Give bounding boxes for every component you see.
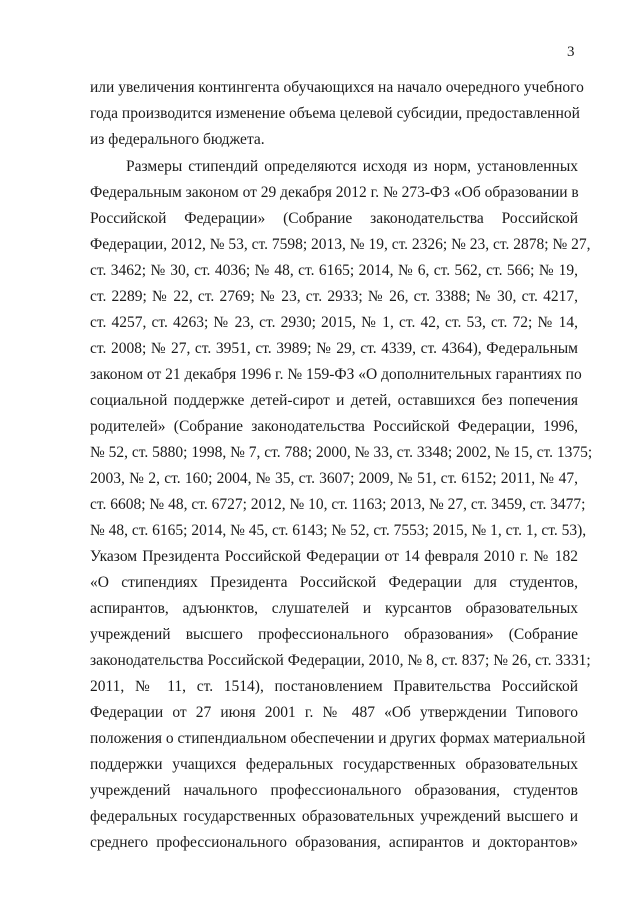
text-line: № 52, ст. 5880; 1998, № 7, ст. 788; 2000, № 33, ст. 3348; 2002, № 15, ст. 1375; bbox=[90, 444, 593, 461]
text-line: учреждений высшего профессионального образования» (Собрание bbox=[90, 626, 578, 643]
text-line: ст. 3462; № 30, ст. 4036; № 48, ст. 6165; 2014, № 6, ст. 562, ст. 566; № 19, bbox=[90, 262, 578, 279]
text-line: или увеличения контингента обучающихся на начало очередного учебного bbox=[90, 79, 584, 96]
text-line: года производится изменение объема целевой субсидии, предоставленной bbox=[90, 105, 580, 122]
text-line: Российской Федерации» (Собрание законодательства Российской bbox=[90, 210, 578, 227]
text-line: социальной поддержке детей-сирот и детей, оставшихся без попечения bbox=[90, 392, 578, 409]
text-line: среднего профессионального образования, аспирантов и докторантов» bbox=[90, 834, 578, 851]
text-line: «О стипендиях Президента Российской Федерации для студентов, bbox=[90, 574, 578, 591]
text-line: учреждений начального профессионального образования, студентов bbox=[90, 782, 578, 799]
text-line: из федерального бюджета. bbox=[90, 131, 265, 148]
text-line: законом от 21 декабря 1996 г. № 159-ФЗ «О дополнительных гарантиях по bbox=[90, 366, 582, 383]
text-line: 2003, № 2, ст. 160; 2004, № 35, ст. 3607; 2009, № 51, ст. 6152; 2011, № 47, bbox=[90, 470, 578, 487]
text-line: ст. 2289; № 22, ст. 2769; № 23, ст. 2933; № 26, ст. 3388; № 30, ст. 4217, bbox=[90, 288, 578, 305]
text-line: Указом Президента Российской Федерации от 14 февраля 2010 г. № 182 bbox=[90, 548, 578, 565]
page-number: 3 bbox=[567, 44, 575, 60]
text-line: Федеральным законом от 29 декабря 2012 г. № 273-ФЗ «Об образовании в bbox=[90, 184, 579, 201]
text-line: федеральных государственных образовательных учреждений высшего и bbox=[90, 808, 578, 825]
text-line: 2011, № 11, ст. 1514), постановлением Правительства Российской bbox=[90, 678, 578, 695]
text-line: Размеры стипендий определяются исходя из норм, установленных bbox=[126, 158, 578, 175]
text-line: ст. 6608; № 48, ст. 6727; 2012, № 10, ст. 1163; 2013, № 27, ст. 3459, ст. 3477; bbox=[90, 496, 586, 513]
text-line: аспирантов, адъюнктов, слушателей и курсантов образовательных bbox=[90, 600, 578, 617]
text-line: Федерации от 27 июня 2001 г. № 487 «Об утверждении Типового bbox=[90, 704, 578, 721]
text-line: ст. 4257, ст. 4263; № 23, ст. 2930; 2015, № 1, ст. 42, ст. 53, ст. 72; № 14, bbox=[90, 314, 578, 331]
text-line: положения о стипендиальном обеспечении и других формах материальной bbox=[90, 730, 586, 747]
text-line: законодательства Российской Федерации, 2010, № 8, ст. 837; № 26, ст. 3331; bbox=[90, 652, 591, 669]
text-line: № 48, ст. 6165; 2014, № 45, ст. 6143; № 52, ст. 7553; 2015, № 1, ст. 1, ст. 53), bbox=[90, 522, 587, 539]
text-line: поддержки учащихся федеральных государственных образовательных bbox=[90, 756, 578, 773]
text-line: родителей» (Собрание законодательства Российской Федерации, 1996, bbox=[90, 418, 578, 435]
text-line: ст. 2008; № 27, ст. 3951, ст. 3989; № 29, ст. 4339, ст. 4364), Федеральным bbox=[90, 340, 578, 357]
text-line: Федерации, 2012, № 53, ст. 7598; 2013, № 19, ст. 2326; № 23, ст. 2878; № 27, bbox=[90, 236, 591, 253]
